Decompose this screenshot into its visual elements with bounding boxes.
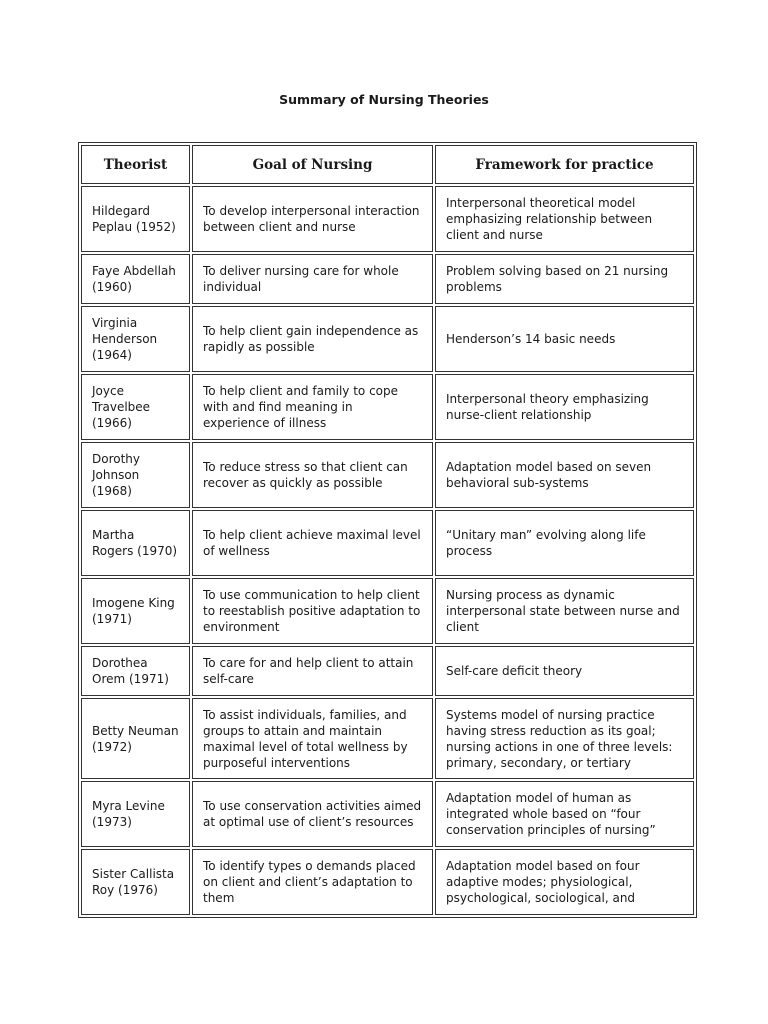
theorist-cell: Betty Neuman (1972) (81, 698, 190, 779)
theorist-cell: Joyce Travelbee (1966) (81, 374, 190, 440)
table-row (81, 442, 694, 508)
document-title: Summary of Nursing Theories (279, 92, 489, 107)
framework-cell: “Unitary man” evolving along life process (435, 510, 694, 576)
framework-cell: Problem solving based on 21 nursing problems (435, 254, 694, 304)
table-row (81, 646, 694, 696)
nursing-theories-table (78, 142, 697, 918)
framework-cell: Adaptation model based on seven behavioral sub-systems (435, 442, 694, 508)
theorist-cell: Dorothea Orem (1971) (81, 646, 190, 696)
header-framework-for-practice: Framework for practice (435, 145, 694, 184)
theorist-cell: Dorothy Johnson (1968) (81, 442, 190, 508)
table-header-row (81, 145, 694, 184)
theorist-cell: Virginia Henderson (1964) (81, 306, 190, 372)
theorist-cell: Martha Rogers (1970) (81, 510, 190, 576)
goal-cell: To care for and help client to attain self-care (192, 646, 433, 696)
theorist-cell: Hildegard Peplau (1952) (81, 186, 190, 252)
goal-cell: To help client gain independence as rapidly as possible (192, 306, 433, 372)
goal-cell: To assist individuals, families, and groups to attain and maintain maximal level of total wellness by purposeful interventions (192, 698, 433, 779)
framework-cell: Nursing process as dynamic interpersonal state between nurse and client (435, 578, 694, 644)
goal-cell: To help client achieve maximal level of wellness (192, 510, 433, 576)
framework-cell: Interpersonal theoretical model emphasizing relationship between client and nurse (435, 186, 694, 252)
framework-cell: Adaptation model based on four adaptive modes; physiological, psychological, sociological, and (435, 849, 694, 915)
framework-cell: Interpersonal theory emphasizing nurse-client relationship (435, 374, 694, 440)
framework-cell: Systems model of nursing practice having stress reduction as its goal; nursing actions in one of three levels: primary, secondary, or tertiary (435, 698, 694, 779)
header-theorist: Theorist (81, 145, 190, 184)
theorist-cell: Sister Callista Roy (1976) (81, 849, 190, 915)
framework-cell: Henderson’s 14 basic needs (435, 306, 694, 372)
goal-cell: To identify types o demands placed on client and client’s adaptation to them (192, 849, 433, 915)
table-row (81, 374, 694, 440)
theorist-cell: Myra Levine (1973) (81, 781, 190, 847)
table-row (81, 254, 694, 304)
table-row (81, 510, 694, 576)
table-row (81, 781, 694, 847)
goal-cell: To develop interpersonal interaction between client and nurse (192, 186, 433, 252)
framework-cell: Self-care deficit theory (435, 646, 694, 696)
framework-cell: Adaptation model of human as integrated whole based on “four conservation principles of nursing” (435, 781, 694, 847)
table-row (81, 306, 694, 372)
goal-cell: To reduce stress so that client can recover as quickly as possible (192, 442, 433, 508)
goal-cell: To use conservation activities aimed at optimal use of client’s resources (192, 781, 433, 847)
theorist-cell: Faye Abdellah (1960) (81, 254, 190, 304)
table-row (81, 186, 694, 252)
goal-cell: To deliver nursing care for whole individual (192, 254, 433, 304)
table-row (81, 578, 694, 644)
theorist-cell: Imogene King (1971) (81, 578, 190, 644)
goal-cell: To use communication to help client to reestablish positive adaptation to environment (192, 578, 433, 644)
table-row (81, 698, 694, 779)
header-goal-of-nursing: Goal of Nursing (192, 145, 433, 184)
goal-cell: To help client and family to cope with and find meaning in experience of illness (192, 374, 433, 440)
table-row (81, 849, 694, 915)
